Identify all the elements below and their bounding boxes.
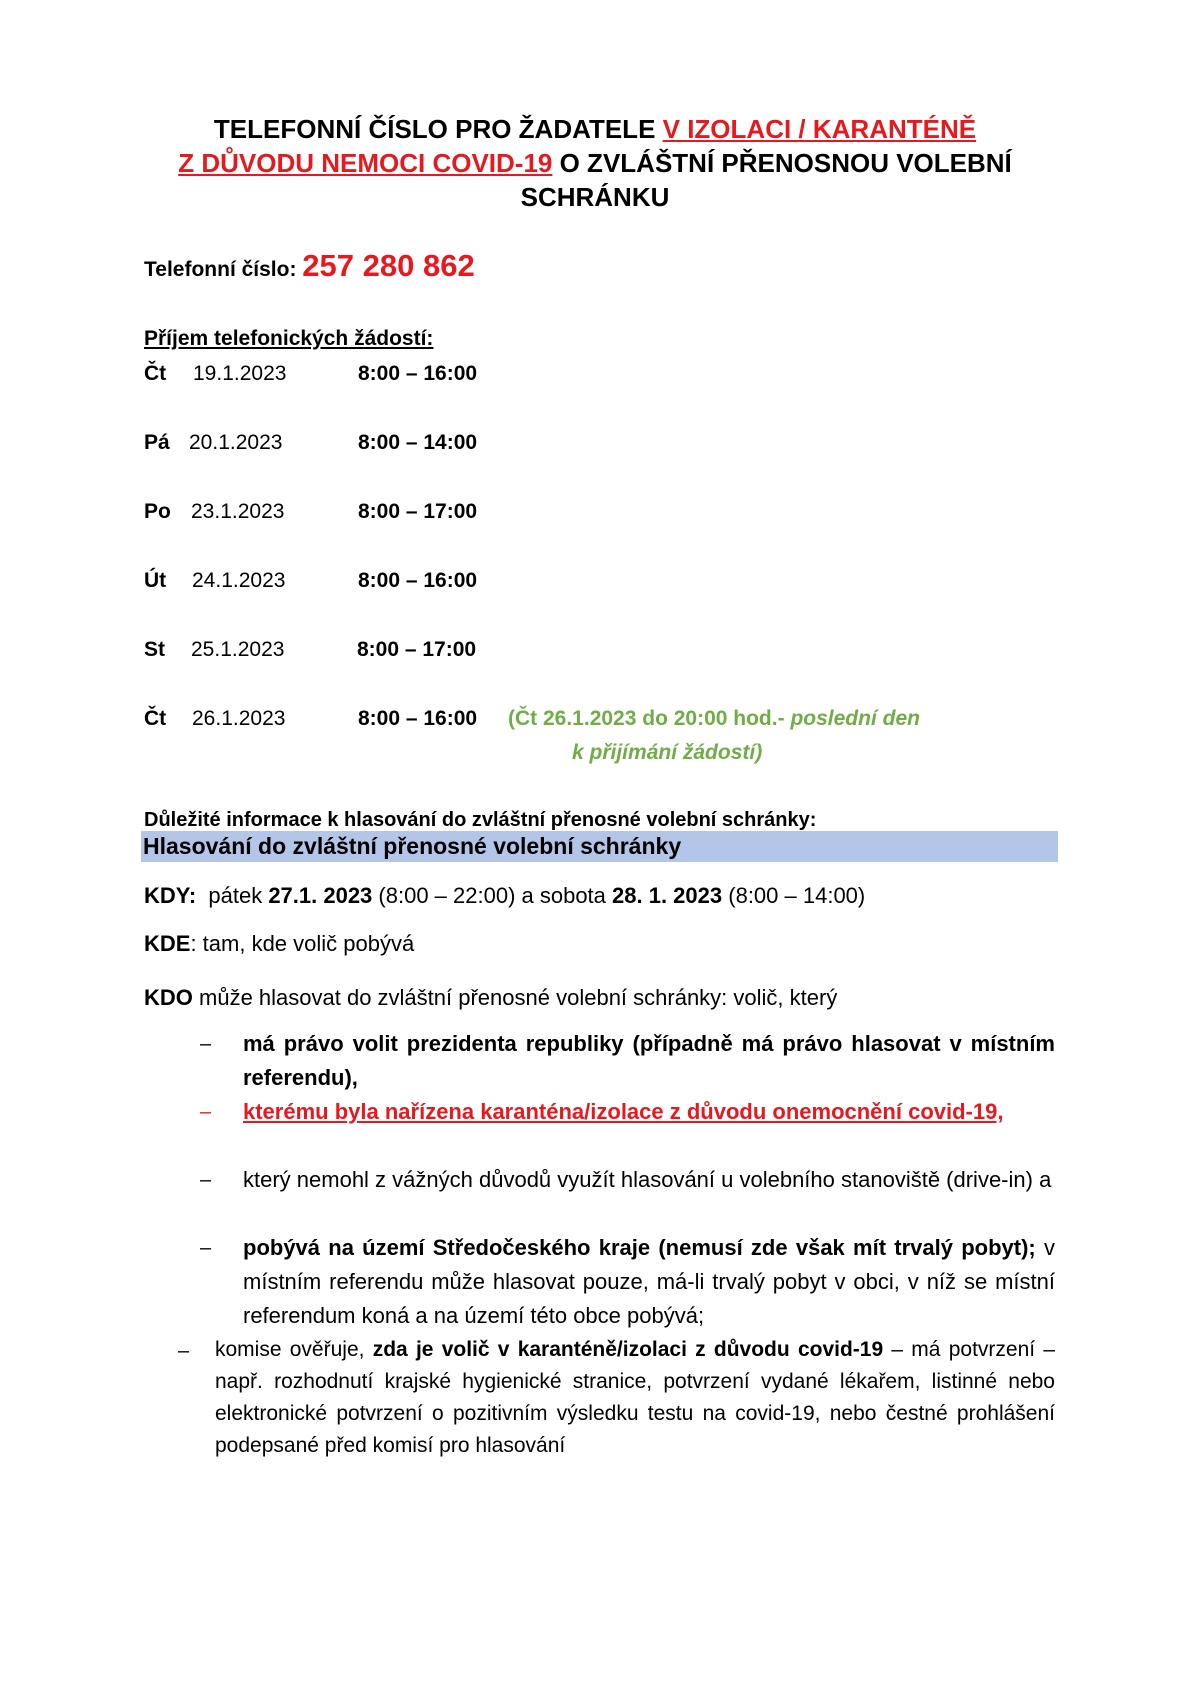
kde-label: KDE <box>144 931 191 956</box>
schedule-time: 8:00 – 14:00 <box>358 431 478 454</box>
bullet-drive-in: který nemohl z vážných důvodů využít hlasování u volebního stanoviště (drive-in) a <box>243 1167 1052 1192</box>
kde-text: : tam, kde volič pobývá <box>190 931 415 956</box>
bullet-commission-rest: – má potvrzení – např. rozhodnutí krajské hygienické stranice, potvrzení vydané lékařem, listinné nebo elektronické potvrzení o pozitivním výsledku testu na covid-19, nebo čestné prohlášení podepsané před komisí pro hlasování <box>215 1338 1056 1457</box>
kdy-text3: (8:00 – 14:00) <box>722 883 866 908</box>
bullet-dash: – <box>200 1101 212 1123</box>
bullet-region-rest: v místním referendu může hlasovat pouze, má-li trvalý pobyt v obci, v níž se místní referendum koná a na území této obce pobývá; <box>243 1235 1055 1328</box>
last-day-note-line2: k přijímání žádostí) <box>572 741 763 764</box>
kdy-text2: (8:00 – 22:00) a sobota <box>372 883 613 908</box>
phone-label: Telefonní číslo: <box>144 258 303 281</box>
schedule-day: Út <box>144 569 167 592</box>
kdo-label: KDO <box>144 985 193 1010</box>
kdy-date2: 28. 1. 2023 <box>612 883 723 908</box>
schedule-time: 8:00 – 16:00 <box>358 707 478 730</box>
bullet-right-to-vote: má právo volit prezidenta republiky (případně má právo hlasovat v místním referendu), <box>243 1031 1055 1090</box>
title-covid-phrase: Z DŮVODU NEMOCI COVID-19 <box>178 148 553 178</box>
schedule-date: 20.1.2023 <box>189 431 283 454</box>
bullet-region <box>243 1231 1055 1333</box>
kdo-line <box>144 984 837 1012</box>
schedule-day: Po <box>144 500 171 523</box>
schedule-day: Čt <box>144 362 167 385</box>
schedule-date: 26.1.2023 <box>192 707 286 730</box>
schedule-date: 23.1.2023 <box>191 500 285 523</box>
bullet-commission-part1: komise ověřuje, <box>215 1338 373 1361</box>
title-isolation-phrase: V IZOLACI / KARANTÉNĚ <box>662 114 977 144</box>
schedule-time: 8:00 – 16:00 <box>358 362 478 385</box>
schedule-day: Pá <box>144 431 170 454</box>
last-day-note <box>508 706 920 732</box>
bullet-dash: – <box>200 1237 212 1259</box>
title-part1: TELEFONNÍ ČÍSLO PRO ŽADATELE <box>213 114 663 144</box>
schedule-day: St <box>144 638 165 661</box>
kdy-date1: 27.1. 2023 <box>268 883 373 908</box>
bullet-quarantine: kterému byla nařízena karanténa/izolace z důvodu onemocnění covid-19, <box>243 1099 1004 1124</box>
schedule-date: 24.1.2023 <box>192 569 286 592</box>
kdy-label: KDY: <box>144 883 197 908</box>
bullet-dash: – <box>200 1169 212 1191</box>
document-title <box>120 112 1070 214</box>
kdy-line <box>144 882 865 910</box>
schedule-time: 8:00 – 17:00 <box>358 500 478 523</box>
last-day-note-part2: poslední den <box>790 707 920 730</box>
last-day-note-part1: (Čt 26.1.2023 do 20:00 hod.- <box>508 707 791 730</box>
bullet-region-bold: pobývá na území Středočeského kraje (nemusí zde však mít trvalý pobyt); <box>243 1235 1036 1260</box>
schedule-time: 8:00 – 17:00 <box>357 638 477 661</box>
kdy-text1: pátek <box>196 883 269 908</box>
info-heading: Důležité informace k hlasování do zvláštní přenosné volební schránky: <box>144 809 817 831</box>
phone-line <box>144 248 475 288</box>
bullet-dash: – <box>200 1033 212 1055</box>
schedule-time: 8:00 – 16:00 <box>358 569 478 592</box>
bullet-commission-bold: zda je volič v karanténě/izolaci z důvodu covid-19 <box>372 1338 884 1361</box>
voting-heading: Hlasování do zvláštní přenosné volební schránky <box>143 833 682 859</box>
bullet-dash: – <box>178 1340 190 1362</box>
schedule-day: Čt <box>144 707 167 730</box>
schedule-date: 25.1.2023 <box>191 638 285 661</box>
title-part4: O ZVLÁŠTNÍ PŘENOSNOU VOLEBNÍ SCHRÁNKU <box>520 148 1012 212</box>
schedule-date: 19.1.2023 <box>193 362 287 385</box>
bullet-commission <box>215 1334 1055 1462</box>
phone-number: 257 280 862 <box>302 248 475 283</box>
kde-line <box>144 930 414 958</box>
kdo-text: může hlasovat do zvláštní přenosné volební schránky: volič, který <box>192 985 838 1010</box>
schedule-heading: Příjem telefonických žádostí: <box>144 327 434 350</box>
